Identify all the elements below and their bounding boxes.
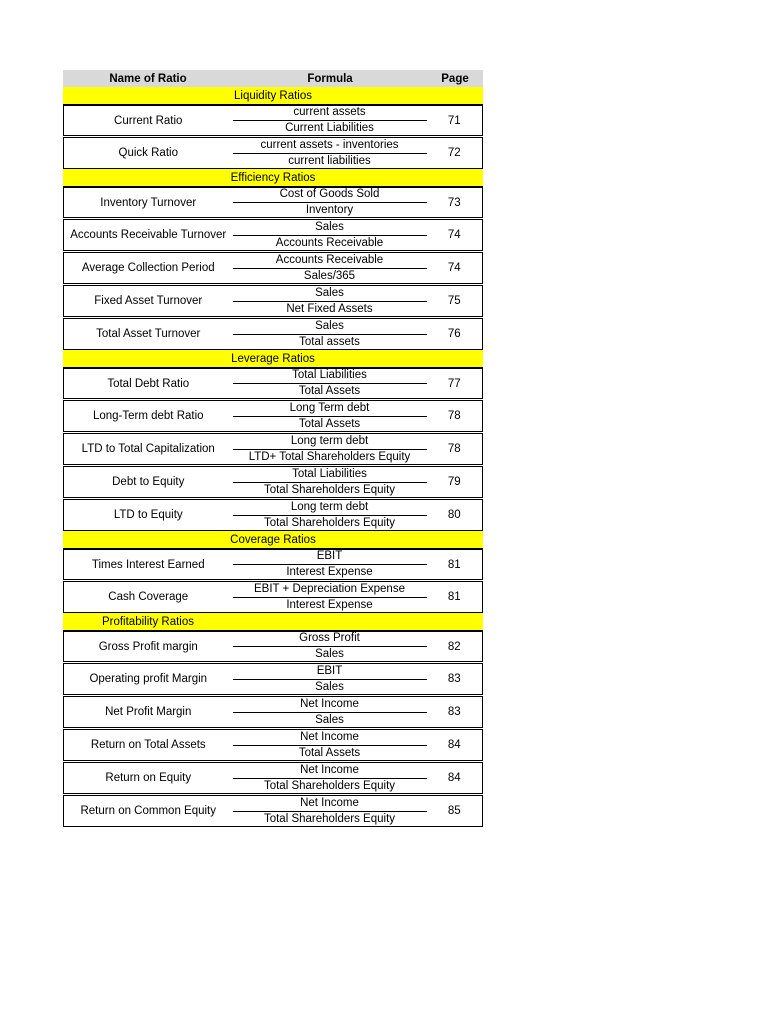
page-number: 73 — [447, 196, 461, 209]
section-title: Leverage Ratios — [231, 352, 315, 365]
table-row — [63, 696, 483, 728]
ratio-formula — [233, 369, 427, 398]
formula-denominator: Total Assets — [298, 417, 361, 430]
ratio-formula — [233, 697, 427, 727]
ratio-name: Accounts Receivable Turnover — [70, 229, 227, 241]
ratio-formula — [233, 434, 427, 464]
table-header — [63, 70, 483, 87]
section-header-profitability — [63, 613, 483, 630]
ratio-name: Current Ratio — [114, 114, 183, 127]
formula-denominator: Sales/365 — [303, 269, 356, 282]
page-number: 85 — [447, 805, 461, 817]
section-title: Liquidity Ratios — [234, 89, 312, 102]
formula-denominator: Total Assets — [298, 385, 361, 397]
page-number: 84 — [447, 772, 461, 784]
ratio-name: Times Interest Earned — [91, 558, 205, 571]
page-number: 84 — [447, 739, 461, 751]
formula-numerator: EBIT — [316, 664, 343, 677]
table-row — [63, 795, 483, 827]
ratio-name: Long-Term debt Ratio — [92, 410, 204, 422]
table-row — [63, 762, 483, 794]
ratio-formula — [233, 319, 427, 349]
table-row — [63, 219, 483, 251]
table-row — [63, 433, 483, 465]
formula-denominator: Total Assets — [298, 746, 361, 759]
formula-denominator: Sales — [315, 648, 344, 660]
ratio-formula — [233, 582, 427, 612]
page-number: 83 — [447, 673, 461, 685]
formula-denominator: Accounts Receivable — [275, 236, 384, 249]
formula-numerator: Total Liabilities — [292, 467, 367, 480]
formula-numerator: Net Income — [300, 697, 359, 710]
ratio-name: LTD to Equity — [113, 509, 183, 521]
table-row — [63, 186, 483, 218]
ratio-formula — [233, 286, 427, 316]
ratio-name: Total Asset Turnover — [96, 328, 201, 340]
page-number: 79 — [447, 476, 461, 488]
formula-denominator: Total Shareholders Equity — [263, 779, 396, 792]
formula-numerator: Gross Profit — [299, 632, 360, 644]
section-header-leverage — [63, 350, 483, 367]
table-row — [63, 663, 483, 695]
ratio-table — [63, 70, 483, 827]
name-column-header: Name of Ratio — [109, 72, 187, 85]
table-row — [63, 252, 483, 284]
formula-denominator: Total Shareholders Equity — [263, 516, 396, 529]
formula-denominator: Sales — [315, 713, 344, 726]
page-number: 77 — [447, 377, 461, 390]
formula-denominator: Interest Expense — [286, 566, 373, 578]
page-number: 74 — [447, 229, 461, 241]
formula-denominator: LTD+ Total Shareholders Equity — [248, 450, 411, 463]
table-row — [63, 630, 483, 662]
formula-numerator: Net Income — [300, 730, 359, 743]
table-row — [63, 548, 483, 580]
table-row — [63, 466, 483, 498]
ratio-formula — [233, 500, 427, 530]
formula-denominator: Total assets — [299, 335, 360, 348]
formula-numerator: Sales — [315, 286, 344, 299]
ratio-name: Inventory Turnover — [100, 196, 197, 209]
ratio-formula — [233, 664, 427, 694]
page-number: 83 — [447, 706, 461, 718]
ratio-formula — [233, 188, 427, 217]
formula-denominator: Sales — [315, 680, 344, 693]
formula-numerator: Sales — [315, 220, 344, 233]
section-header-efficiency — [63, 169, 483, 186]
ratio-name: Gross Profit margin — [98, 640, 198, 653]
page-number: 81 — [447, 558, 461, 571]
section-title: Coverage Ratios — [230, 533, 316, 546]
table-row — [63, 285, 483, 317]
ratio-name: Operating profit Margin — [89, 673, 208, 685]
page-number: 80 — [447, 509, 461, 521]
formula-numerator: Sales — [315, 319, 344, 332]
ratio-name: Debt to Equity — [112, 476, 185, 488]
ratio-formula — [233, 632, 427, 661]
formula-numerator: EBIT + Depreciation Expense — [254, 582, 405, 595]
formula-numerator: current assets — [293, 106, 366, 118]
page-number: 71 — [447, 114, 461, 127]
page-number: 81 — [447, 591, 461, 603]
ratio-name: Average Collection Period — [81, 262, 215, 274]
formula-numerator: Total Liabilities — [292, 369, 367, 381]
table-row — [63, 318, 483, 350]
ratio-formula — [233, 138, 427, 168]
ratio-name: LTD to Total Capitalization — [81, 443, 215, 455]
table-row — [63, 137, 483, 169]
page-number: 78 — [447, 410, 461, 422]
ratio-name: Cash Coverage — [108, 591, 189, 603]
page-number: 72 — [447, 147, 461, 159]
ratio-formula — [233, 253, 427, 283]
section-header-liquidity — [63, 87, 483, 104]
formula-denominator: Interest Expense — [286, 598, 373, 611]
table-row — [63, 104, 483, 136]
table-row — [63, 581, 483, 613]
table-row — [63, 729, 483, 761]
page-number: 82 — [447, 640, 461, 653]
section-title: Profitability Ratios — [101, 615, 195, 628]
ratio-name: Return on Total Assets — [90, 739, 206, 751]
page-number: 75 — [447, 295, 461, 307]
formula-numerator: current assets - inventories — [260, 138, 399, 151]
formula-numerator: Long term debt — [290, 500, 369, 513]
table-row — [63, 400, 483, 432]
ratio-formula — [233, 106, 427, 135]
ratio-name: Fixed Asset Turnover — [94, 295, 203, 307]
formula-denominator: Total Shareholders Equity — [263, 483, 396, 496]
formula-numerator: Long term debt — [290, 434, 369, 447]
page-number: 74 — [447, 262, 461, 274]
table-row — [63, 499, 483, 531]
formula-denominator: Net Fixed Assets — [286, 302, 373, 315]
formula-denominator: current liabilities — [288, 154, 371, 167]
ratio-formula — [233, 796, 427, 826]
ratio-formula — [233, 763, 427, 793]
formula-numerator: Net Income — [300, 796, 359, 809]
formula-numerator: Accounts Receivable — [275, 253, 384, 266]
formula-denominator: Current Liabilities — [285, 122, 374, 134]
formula-numerator: Long Term debt — [289, 401, 370, 414]
ratio-formula — [233, 550, 427, 579]
ratio-name: Quick Ratio — [118, 147, 178, 159]
ratio-name: Return on Equity — [105, 772, 192, 784]
ratio-formula — [233, 730, 427, 760]
section-header-coverage — [63, 531, 483, 548]
formula-denominator: Inventory — [305, 204, 354, 216]
formula-column-header: Formula — [307, 72, 353, 85]
ratio-name: Net Profit Margin — [105, 706, 192, 718]
table-row — [63, 367, 483, 399]
page-column-header: Page — [441, 72, 469, 85]
ratio-formula — [233, 467, 427, 497]
ratio-formula — [233, 220, 427, 250]
ratio-name: Total Debt Ratio — [107, 377, 190, 390]
page-number: 78 — [447, 443, 461, 455]
formula-numerator: Cost of Goods Sold — [279, 188, 380, 200]
formula-numerator: Net Income — [300, 763, 359, 776]
ratio-formula — [233, 401, 427, 431]
section-title: Efficiency Ratios — [230, 171, 316, 184]
page-number: 76 — [447, 328, 461, 340]
formula-numerator: EBIT — [316, 550, 343, 562]
formula-denominator: Total Shareholders Equity — [263, 812, 396, 825]
ratio-name: Return on Common Equity — [80, 805, 216, 817]
